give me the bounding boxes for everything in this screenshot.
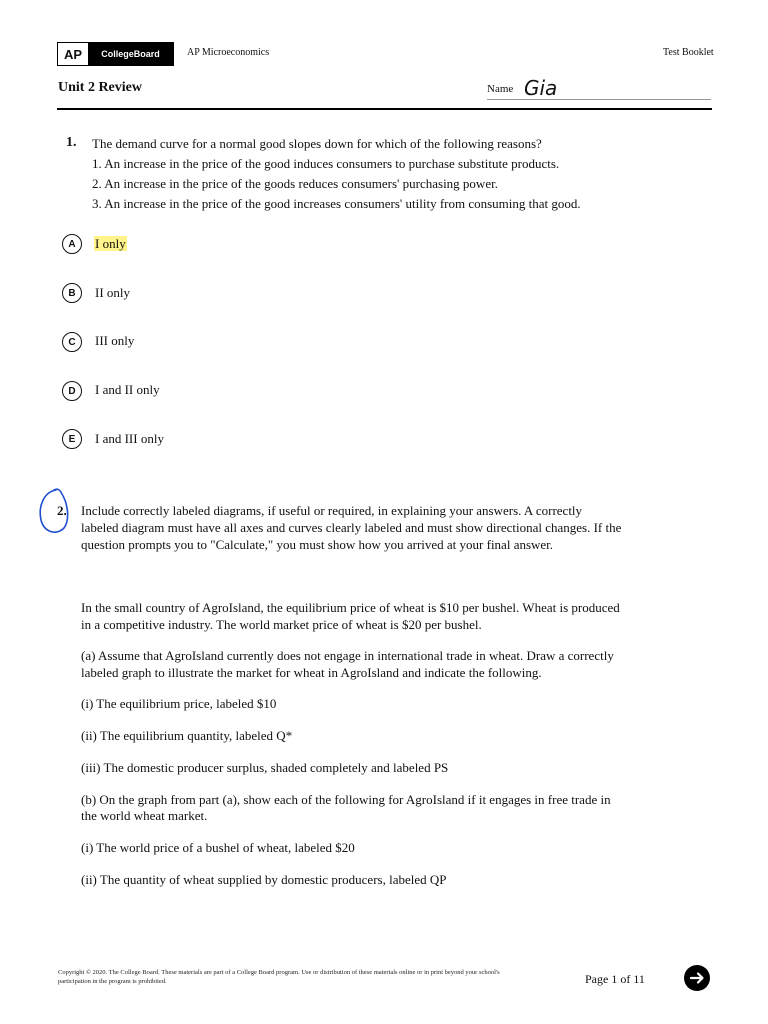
statement-3: 3. An increase in the price of the good increases consumers' utility from consuming that good. — [92, 196, 581, 211]
option-a-text[interactable] — [94, 236, 127, 252]
header-rule — [57, 108, 712, 110]
name-line — [487, 99, 711, 100]
name-handwritten: Gia — [524, 76, 558, 100]
part-a-line-1: (a) Assume that AgroIsland currently does not engage in international trade in wheat. Draw a correctly — [81, 648, 614, 663]
copyright-notice: Copyright © 2020. The College Board. These materials are part of a College Board program. Use or distribution of these materials online or in print beyond your school's participation in the program is prohibited. — [58, 969, 500, 985]
question-1-number: 1. — [66, 135, 77, 150]
part-b-item-i: (i) The world price of a bushel of wheat, labeled $20 — [81, 840, 355, 855]
booklet-label: Test Booklet — [663, 47, 714, 58]
collegeboard-logo: CollegeBoard — [88, 43, 173, 65]
part-a-line-2: labeled graph to illustrate the market for wheat in AgroIsland and indicate the following. — [81, 665, 542, 680]
next-page-button[interactable] — [684, 965, 710, 991]
ap-logo: AP — [58, 43, 88, 65]
option-b-bubble[interactable]: B — [62, 283, 82, 303]
part-b-line-2: the world wheat market. — [81, 808, 208, 823]
statement-2: 2. An increase in the price of the goods reduces consumers' purchasing power. — [92, 176, 498, 191]
part-b-line-1: (b) On the graph from part (a), show each of the following for AgroIsland if it engages in free trade in — [81, 792, 611, 807]
instructions-line-1: Include correctly labeled diagrams, if useful or required, in explaining your answers. A correctly — [81, 503, 583, 518]
option-e-text[interactable]: I and III only — [95, 431, 164, 446]
part-a-item-ii: (ii) The equilibrium quantity, labeled Q* — [81, 728, 293, 743]
part-a-item-i: (i) The equilibrium price, labeled $10 — [81, 696, 277, 711]
option-a-bubble[interactable]: A — [62, 234, 82, 254]
option-d-text[interactable]: I and II only — [95, 382, 160, 397]
option-c-text[interactable]: III only — [95, 333, 135, 348]
instructions-line-2: labeled diagram must have all axes and curves clearly labeled and must show directional changes. If the — [81, 520, 622, 535]
course-name: AP Microeconomics — [187, 47, 270, 58]
option-d-bubble[interactable]: D — [62, 381, 82, 401]
option-c-bubble[interactable]: C — [62, 332, 82, 352]
ap-collegeboard-logo — [57, 42, 174, 66]
instructions-line-3: question prompts you to "Calculate," you must show how you arrived at your final answer. — [81, 537, 554, 552]
question-2-number: 2. — [57, 503, 67, 518]
statement-1: 1. An increase in the price of the good induces consumers to purchase substitute products. — [92, 156, 560, 171]
name-label: Name — [487, 83, 514, 95]
page-title: Unit 2 Review — [58, 80, 142, 95]
option-e-bubble[interactable]: E — [62, 429, 82, 449]
part-b-item-ii: (ii) The quantity of wheat supplied by domestic producers, labeled QP — [81, 872, 447, 887]
intro-line-1: In the small country of AgroIsland, the equilibrium price of wheat is $10 per bushel. Wheat is produced — [81, 600, 620, 615]
arrow-right-icon — [689, 970, 705, 986]
option-a-highlight: I only — [95, 236, 126, 251]
question-1-stem: The demand curve for a normal good slopes down for which of the following reasons? — [92, 136, 542, 151]
option-b-text[interactable]: II only — [95, 285, 131, 300]
page-indicator: Page 1 of 11 — [585, 972, 645, 986]
intro-line-2: in a competitive industry. The world market price of wheat is $20 per bushel. — [81, 617, 482, 632]
part-a-item-iii: (iii) The domestic producer surplus, shaded completely and labeled PS — [81, 760, 449, 775]
